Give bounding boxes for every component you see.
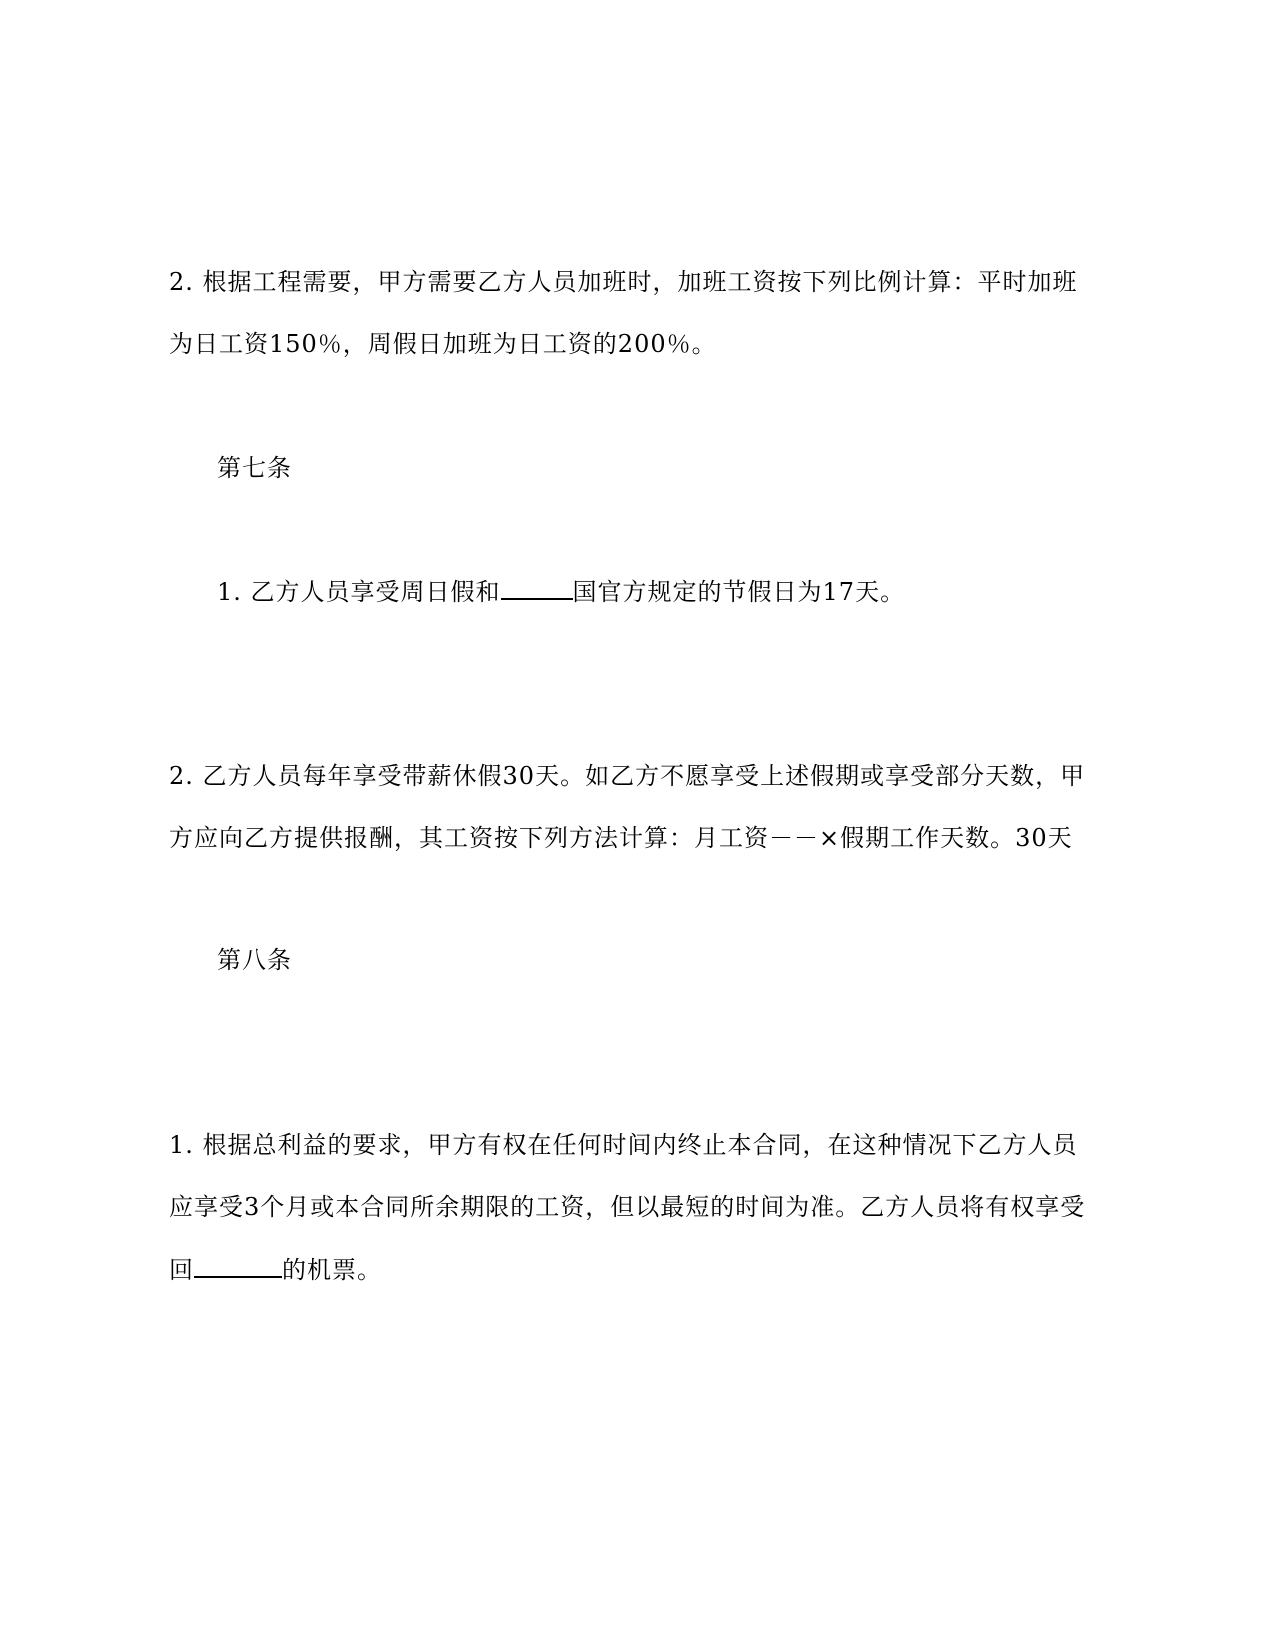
clause8-item1-line3 xyxy=(169,1254,382,1285)
fill-in-blank xyxy=(194,1254,282,1278)
clause7-item1-text-after: 国官方规定的节假日为17天。 xyxy=(572,578,906,606)
clause7-heading: 第七条 xyxy=(217,454,292,482)
clause8-item1-line3-text-after: 的机票。 xyxy=(282,1256,382,1284)
clause6-item2-line2: 为日工资150％，周假日加班为日工资的200％。 xyxy=(169,330,717,358)
fill-in-blank xyxy=(501,576,573,600)
clause8-heading: 第八条 xyxy=(217,946,292,974)
clause7-item1 xyxy=(217,576,905,607)
clause8-item1-line3-text-before: 回 xyxy=(169,1256,194,1284)
clause7-item2-line1: 2. 乙方人员每年享受带薪休假30天。如乙方不愿享受上述假期或享受部分天数，甲 xyxy=(169,762,1086,790)
clause6-item2-line1: 2. 根据工程需要，甲方需要乙方人员加班时，加班工资按下列比例计算：平时加班 xyxy=(169,268,1078,296)
clause7-item2-line2: 方应向乙方提供报酬，其工资按下列方法计算：月工资－－×假期工作天数。30天 xyxy=(169,824,1073,852)
clause8-item1-line2: 应享受3个月或本合同所余期限的工资，但以最短的时间为准。乙方人员将有权享受 xyxy=(169,1193,1086,1221)
clause7-item1-text-before: 1. 乙方人员享受周日假和 xyxy=(217,578,501,606)
clause8-item1-line1: 1. 根据总利益的要求，甲方有权在任何时间内终止本合同，在这种情况下乙方人员 xyxy=(169,1131,1078,1159)
